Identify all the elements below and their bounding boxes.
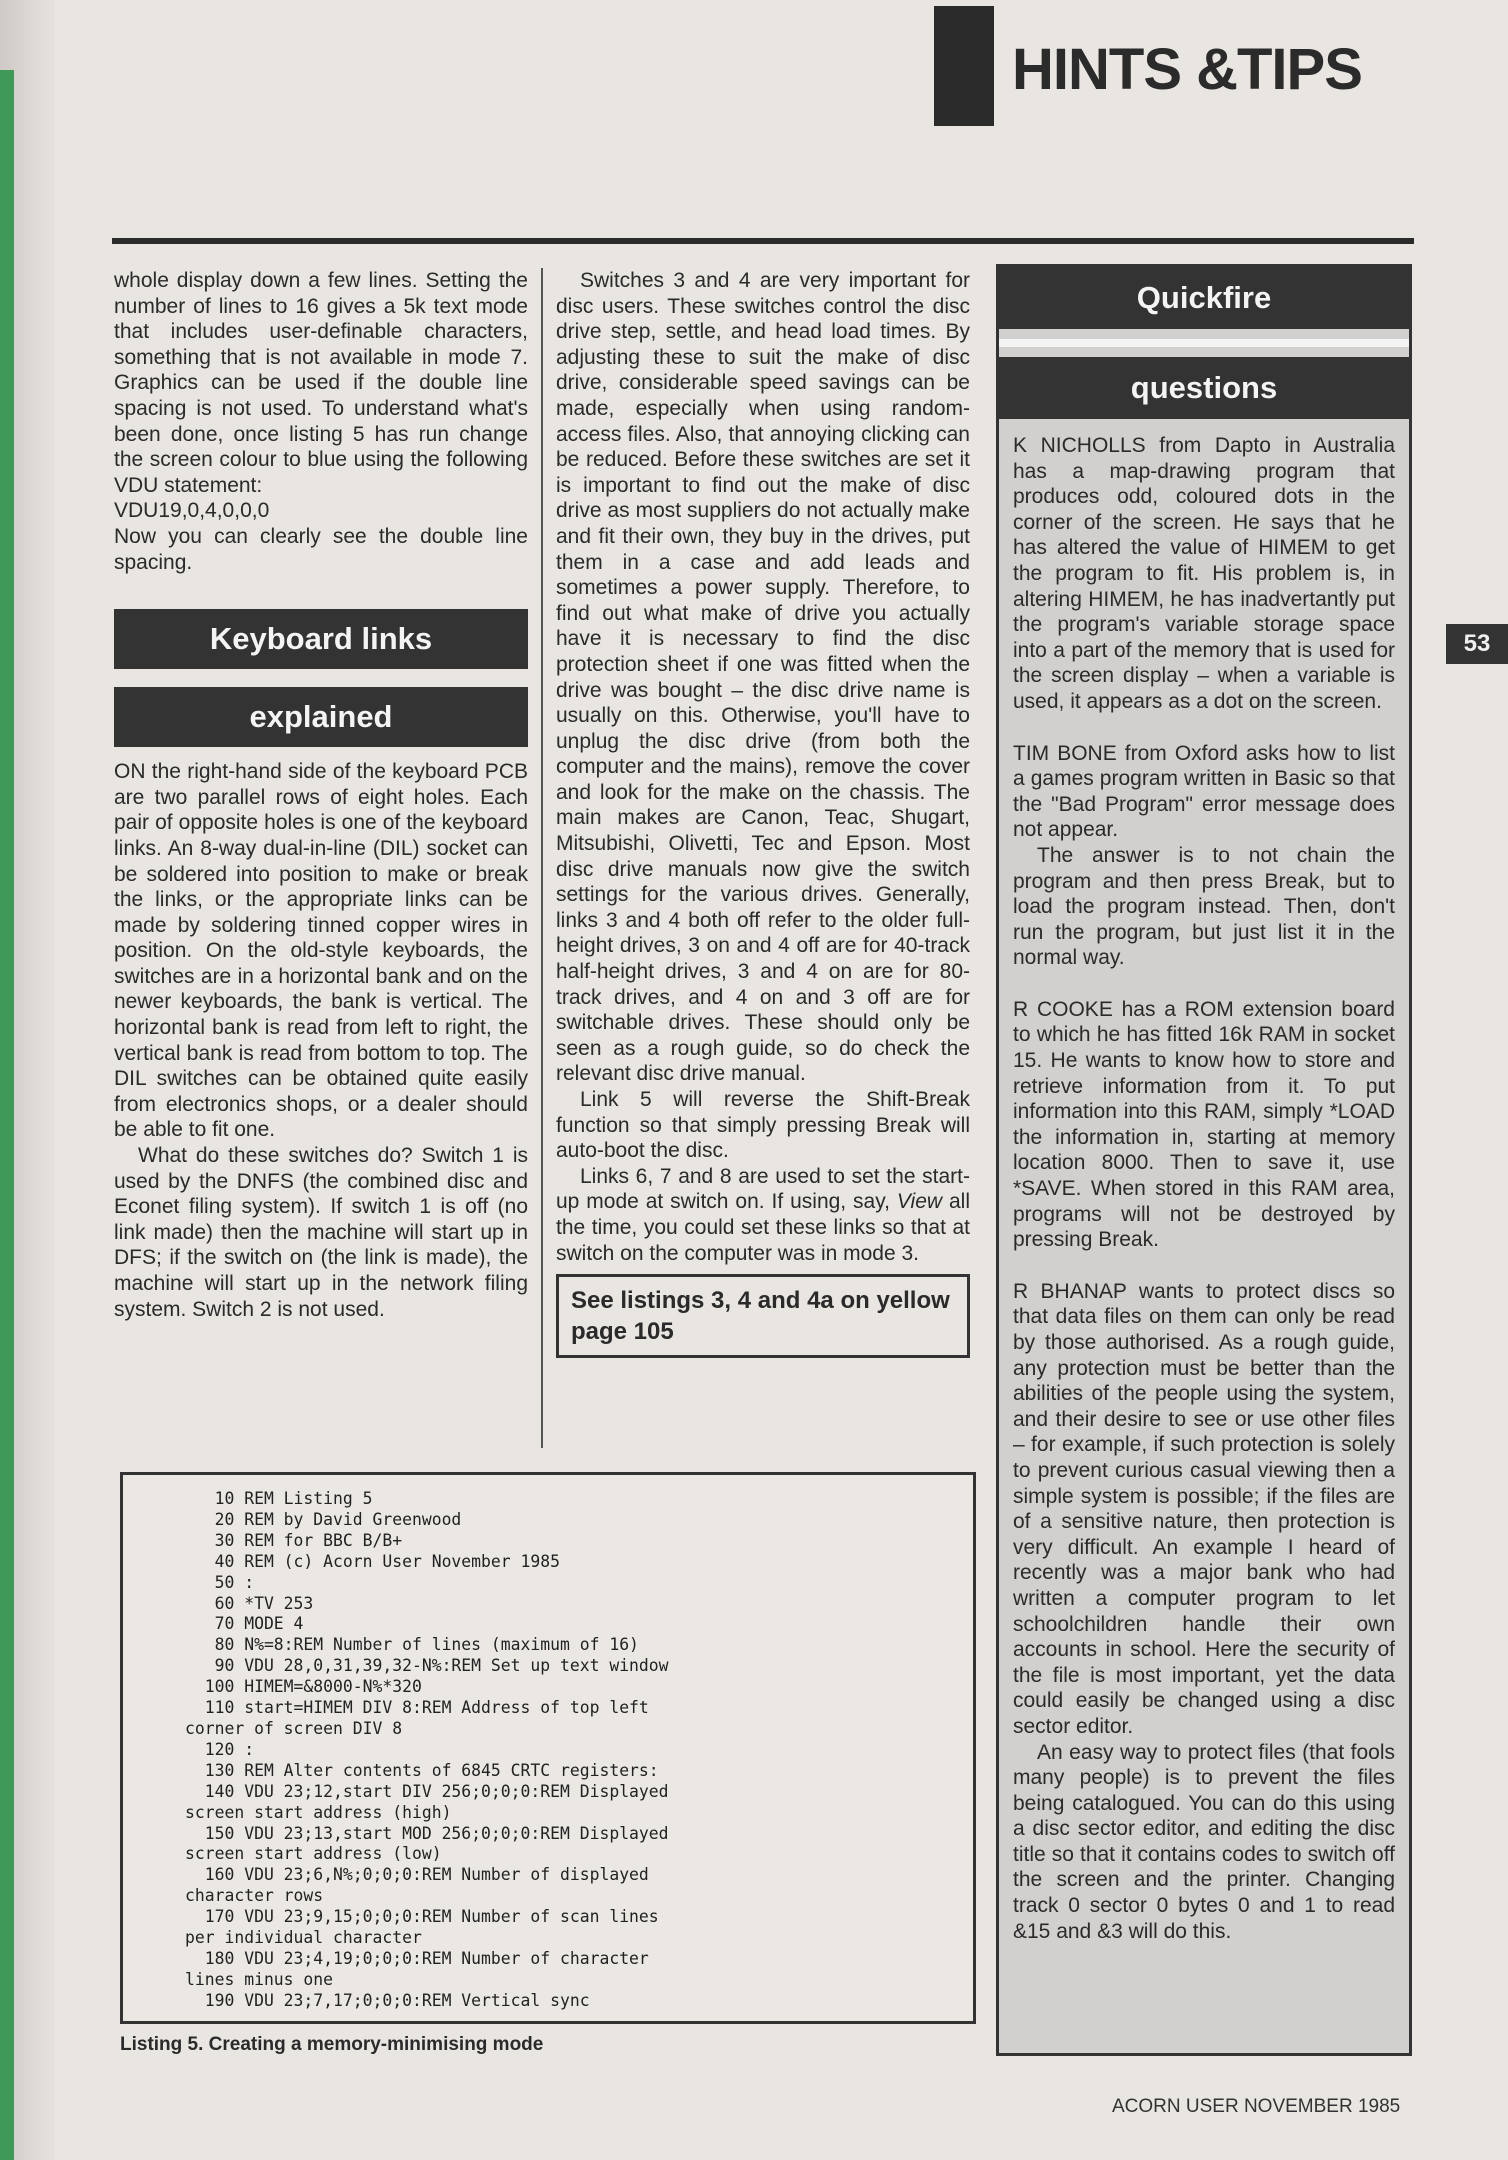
quickfire-heading-line-2: questions [999, 357, 1409, 419]
program-listing-code: 10 REM Listing 5 20 REM by David Greenwood 30 REM for BBC B/B+ 40 REM (c) Acorn User November 1985 50 : 60 *TV 253 70 MODE 4 80 N%=8:REM Number of lines (maximum of 16) 90 VDU 28,0,31,39,32-N%:REM Set up text window 100 HIMEM=&8000-N%*320 110 start=HIMEM DIV 8:REM Address of top left corner of screen DIV 8 120 : 130 REM Alter contents of 6845 CRTC registers: 140 VDU 23;12,start DIV 256;0;0;0:REM Displayed screen start address (high) 150 VDU 23;13,start MOD 256;0;0;0:REM Displayed screen start address (low) 160 VDU 23;6,N%;0;0;0:REM Number of displayed character rows 170 VDU 23;9,15;0;0;0:REM Number of scan lines per individual character 180 VDU 23;4,19;0;0;0:REM Number of character lines minus one 190 VDU 23;7,17;0;0;0:REM Vertical sync [185, 1489, 669, 2010]
vdu-statement: VDU19,0,4,0,0,0 [114, 499, 270, 523]
answer-bhanap: An easy way to protect files (that fools many people) is to prevent the files being catalogued. You can do this using a disc sector editor, and editing the disc title so that it contains codes to switch off the screen and the printer. Changing track 0 sector 0 bytes 0 and 1 to read &15 and &3 will do this. [1013, 1740, 1395, 1943]
intro-paragraph: whole display down a few lines. Setting the number of lines to 16 gives a 5k text mode that includes user-definable characters, something that is not available in mode 7. Graphics can be used if the double line spacing is not used. To understand what's been done, once listing 5 has run change the screen colour to blue using the following VDU statement: [114, 269, 528, 497]
heading-line-2: explained [114, 687, 528, 747]
question-bone: TIM BONE from Oxford asks how to list a games program written in Basic so that the "Bad Program" error message does not appear. [1013, 741, 1395, 842]
keyboard-paragraph-1: ON the right-hand side of the keyboard PCB are two parallel rows of eight holes. Each pair of opposite holes is one of the keyboard links. An 8-way dual-in-line (DIL) socket can be soldered into position to make or break the links, or the appropriate links can be made by soldering tinned copper wires in position. On the old-style keyboards, the switches are in a horizontal bank and on the newer keyboards, the bank is vertical. The horizontal bank is read from left to right, the vertical bank is read from bottom to top. The DIL switches can be obtained quite easily from electronics shops, or a dealer should be able to fit one. [114, 760, 528, 1142]
see-listings-box: See listings 3, 4 and 4a on yellow page 105 [556, 1274, 970, 1358]
switches-paragraph: Switches 3 and 4 are very important for disc users. These switches control the disc drive step, settle, and head load times. By adjusting these to suit the make of disc drive, considerable speed savings can be made, especially when using random-access files. Also, that annoying clicking can be reduced. Before these switches are set it is important to find out the make of disc drive as most suppliers do not actually make and fit their own, they buy in the drives, put them in a case and add leads and sometimes a power supply. Therefore, to find out what make of drive you actually have it is necessary to find the disc protection sheet if one was fitted when the drive was bought – the disc drive name is usually on this. Otherwise, you'll have to unplug the disc drive (from both the computer and the mains), remove the cover and look for the make on the chassis. The main makes are Canon, Teac, Shugart, Mitsubishi, Olivetti, Tec and Epson. Most disc drive manuals now give the switch settings for the various drives. Generally, links 3 and 4 both off refer to the older full-height drives, 3 on and 4 off are for 40-track half-height drives, 3 and 4 on are for 80-track drives, and 4 on and 3 off are for switchable drives. These should only be seen as a rough guide, so do check the relevant disc drive manual. [556, 269, 970, 1086]
keyboard-paragraph-2: What do these switches do? Switch 1 is used by the DNFS (the combined disc and Econet filing system). If switch 1 is off (no link made) then the machine will start up in DFS; if the switch on (the link is made), the machine will start up in the network filing system. Switch 2 is not used. [114, 1144, 528, 1321]
question-cooke: R COOKE has a ROM extension board to which he has fitted 16k RAM in socket 15. He wants to know how to store and retrieve information from it. To put information into this RAM, simply *LOAD the information in, starting at memory location 8000. Then to save it, use *SAVE. When stored in this RAM area, programs will not be destroyed by pressing Break. [1013, 997, 1395, 1252]
quickfire-questions-box [996, 264, 1412, 2056]
facing-page-edge [0, 70, 14, 2160]
quickfire-text [999, 419, 1409, 1944]
header-block [934, 6, 994, 126]
program-listing-box [120, 1472, 976, 2024]
quickfire-heading-line-1: Quickfire [999, 267, 1409, 329]
column-divider [541, 268, 543, 1448]
keyboard-links-heading [114, 609, 528, 747]
answer-bone: The answer is to not chain the program and then press Break, but to load the program instead. Then, don't run the program, but just list it in the normal way. [1013, 843, 1395, 970]
header-rule [112, 238, 1414, 244]
column-2 [556, 268, 970, 1358]
question-nicholls: K NICHOLLS from Dapto in Australia has a map-drawing program that produces odd, coloured dots in the corner of the screen. He says that he has altered the value of HIMEM to get the program to fit. His problem is, in altering HIMEM, he has inadvertantly put the program's variable storage space into a part of the memory that is used for the screen display – when a variable is used, it appears as a dot on the screen. [1013, 434, 1395, 713]
section-title: HINTS &TIPS [1012, 37, 1362, 102]
links678-paragraph: Links 6, 7 and 8 are used to set the start-up mode at switch on. If using, say, View all the time, you could set these links so that at switch on the computer was in mode 3. [556, 1164, 970, 1265]
page-number-tab: 53 [1446, 624, 1508, 664]
heading-divider [999, 339, 1409, 347]
view-italic: View [896, 1190, 943, 1214]
heading-line-1: Keyboard links [114, 609, 528, 669]
link5-paragraph: Link 5 will reverse the Shift-Break function so that simply pressing Break will auto-boot the disc. [556, 1088, 970, 1163]
listing-caption: Listing 5. Creating a memory-minimising mode [120, 2034, 544, 2055]
question-bhanap: R BHANAP wants to protect discs so that data files on them can only be read by those authorised. As a rough guide, any protection must be better than the abilities of the people using the system, and their desire to see or use other files – for example, if such protection is solely to prevent curious casual viewing then a simple system is possible; if the files are of a sensitive nature, then protection is very difficult. An example I heard of recently was a major bank who had written a computer program to let schoolchildren handle their own accounts in school. Here the security of the file is most important, yet the data could easily be changed using a disc sector editor. [1013, 1279, 1395, 1738]
after-code-paragraph: Now you can clearly see the double line spacing. [114, 524, 528, 574]
footer-publication: ACORN USER NOVEMBER 1985 [1112, 2096, 1401, 2117]
column-1 [114, 268, 528, 1322]
